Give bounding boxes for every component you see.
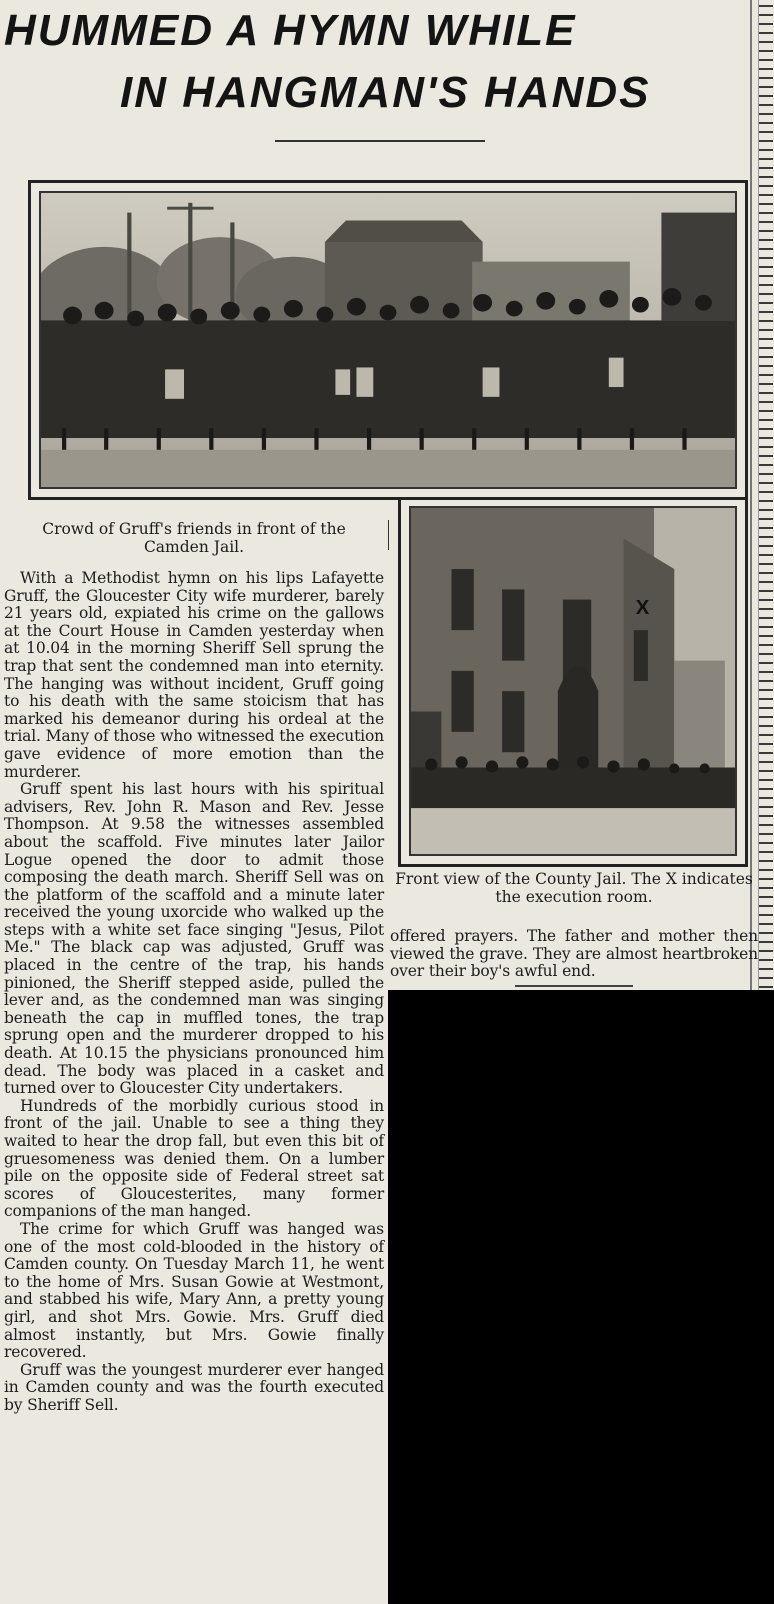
- column-rule: [388, 520, 389, 550]
- article-end-rule: [515, 985, 633, 987]
- page-edge-strip: [758, 0, 773, 1010]
- article-paragraph: Gruff was the youngest murderer ever hanged in Camden county and was the fourth executed by Sheriff Sell.: [4, 1360, 384, 1414]
- blank-black-area: [388, 990, 774, 1604]
- article-paragraph: Gruff spent his last hours with his spiritual advisers, Rev. John R. Mason and Rev. Jesse Thompson. At 9.58 the witnesses assembled about the scaffold. Five minutes later Jailor Logue opened the door to admit those composing the death march. Sheriff Sell was on the platform of the scaffold and a minute later received the young uxorcide who walked up the steps with a white set face singing "Jesus, Pilot Me." The black cap was adjusted, Gruff was placed in the centre of the trap, his hands pinioned, the Sheriff stepped aside, pulled the lever and, as the condemned man was singing beneath the cap in muffled tones, the trap sprung open and the murderer dropped to his death. At 10.15 the physicians pronounced him dead. The body was placed in a casket and turned over to Gloucester City undertakers.: [4, 780, 384, 1098]
- column-border-line: [750, 0, 752, 1010]
- jail-photo: [409, 506, 737, 856]
- jail-photo-image: [411, 508, 735, 854]
- article-paragraph: Hundreds of the morbidly curious stood in front of the jail. Unable to see a thing they waited to hear the drop fall, but even this bit of gruesomeness was denied them. On a lumber pile on the opposite side of Federal street sat scores of Gloucesterites, many former companions of the man hanged.: [4, 1096, 384, 1221]
- headline-line-1: HUMMED A HYMN WHILE: [4, 6, 577, 55]
- headline-rule: [275, 140, 485, 142]
- headline-line-2: IN HANGMAN'S HANDS: [120, 68, 651, 117]
- crowd-photo-caption: Crowd of Gruff's friends in front of the Camden Jail.: [42, 520, 346, 556]
- article-left-column: [4, 520, 384, 1415]
- crowd-photo-image: [41, 193, 735, 487]
- jail-photo-frame: [398, 497, 748, 867]
- execution-room-marker: X: [635, 596, 650, 619]
- headline: [0, 0, 750, 140]
- article-continuation-text: offered prayers. The father and mother then viewed the grave. They are almost heartbroken over their boy's awful end.: [390, 927, 758, 981]
- article-paragraph: With a Methodist hymn on his lips Lafayette Gruff, the Gloucester City wife murderer, barely 21 years old, expiated his crime on the gallows at the Court House in Camden yesterday when at 10.04 in the morning Sheriff Sell sprung the trap that sent the condemned man into eternity. The hanging was without incident, Gruff going to his death with the same stoicism that has marked his demeanor during his ordeal at the trial. Many of those who witnessed the execution gave evidence of more emotion than the murderer.: [4, 569, 384, 781]
- article-paragraph: The crime for which Gruff was hanged was one of the most cold-blooded in the history of Camden county. On Tuesday March 11, he went to the home of Mrs. Susan Gowie at Westmont, and stabbed his wife, Mary Ann, a pretty young girl, and shot Mrs. Gowie. Mrs. Gruff died almost instantly, but Mrs. Gowie finally recovered.: [4, 1219, 384, 1362]
- crowd-photo-frame: [28, 180, 748, 500]
- article-continuation: [390, 928, 758, 981]
- crowd-photo: [39, 191, 737, 489]
- jail-photo-caption: Front view of the County Jail. The X indicates the execution room.: [395, 870, 753, 906]
